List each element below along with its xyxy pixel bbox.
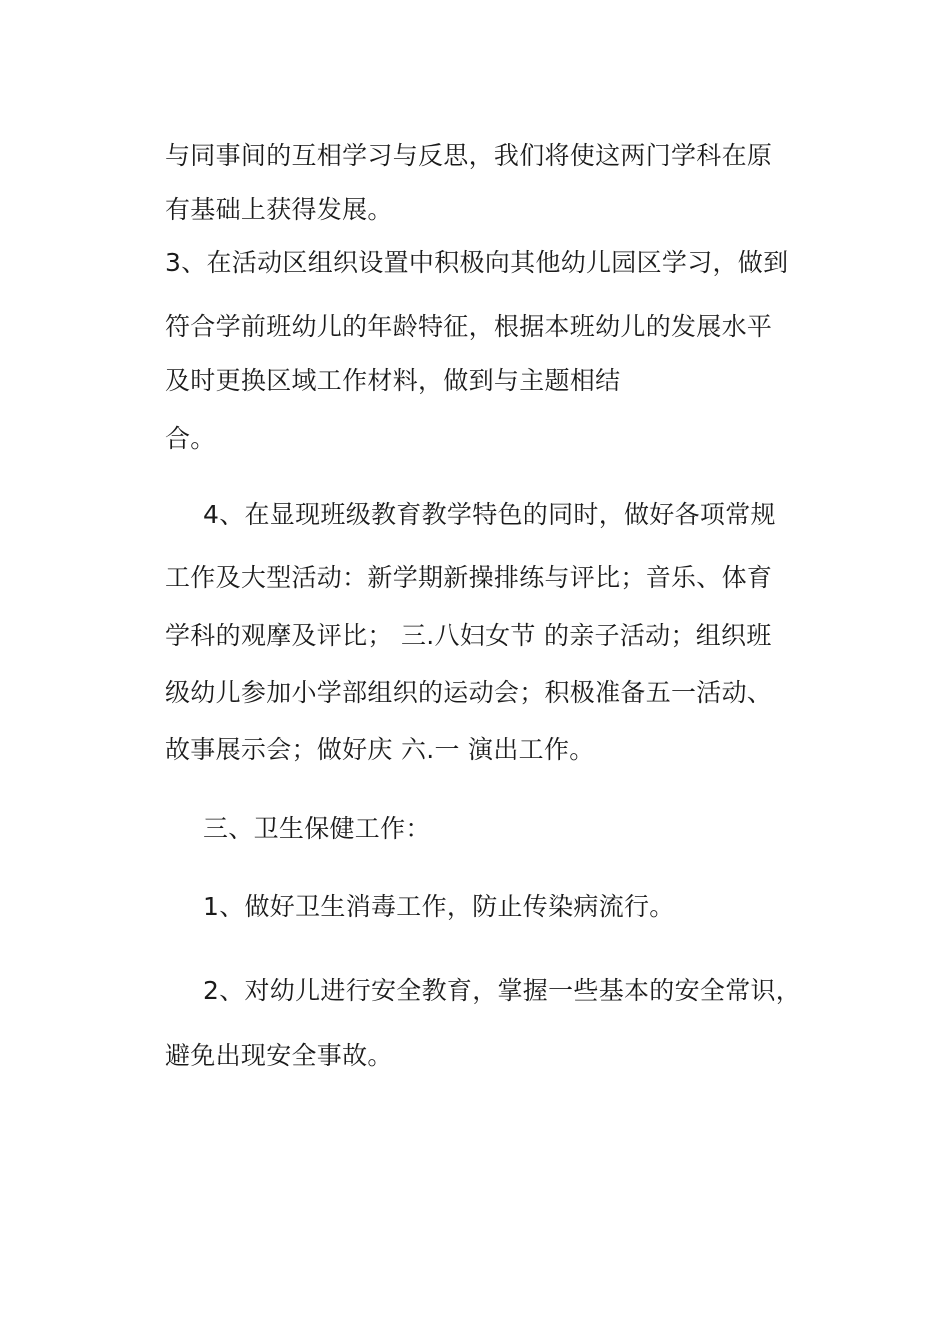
text-line: 3、在活动区组织设置中积极向其他幼儿园区学习，做到: [165, 248, 789, 277]
text-line: 4、在显现班级教育教学特色的同时，做好各项常规: [203, 500, 776, 529]
text-line: 级幼儿参加小学部组织的运动会；积极准备五一活动、: [165, 678, 773, 707]
text-line: 避免出现安全事故。: [165, 1041, 393, 1070]
text-line: 工作及大型活动：新学期新操排练与评比；音乐、体育: [165, 563, 773, 592]
text-line: 及时更换区域工作材料，做到与主题相结: [165, 366, 621, 395]
text-line: 与同事间的互相学习与反思，我们将使这两门学科在原: [165, 141, 773, 170]
text-line: 学科的观摩及评比； 三.八妇女节 的亲子活动；组织班: [165, 621, 772, 650]
text-line: 有基础上获得发展。: [165, 195, 393, 224]
text-line: 符合学前班幼儿的年龄特征，根据本班幼儿的发展水平: [165, 312, 773, 341]
text-line: 1、做好卫生消毒工作，防止传染病流行。: [203, 892, 675, 921]
text-line: 故事展示会；做好庆 六.一 演出工作。: [165, 735, 595, 764]
text-line: 合。: [165, 424, 216, 453]
text-line: 2、对幼儿进行安全教育，掌握一些基本的安全常识，: [203, 976, 802, 1005]
section-heading: 三、卫生保健工作：: [203, 814, 431, 843]
